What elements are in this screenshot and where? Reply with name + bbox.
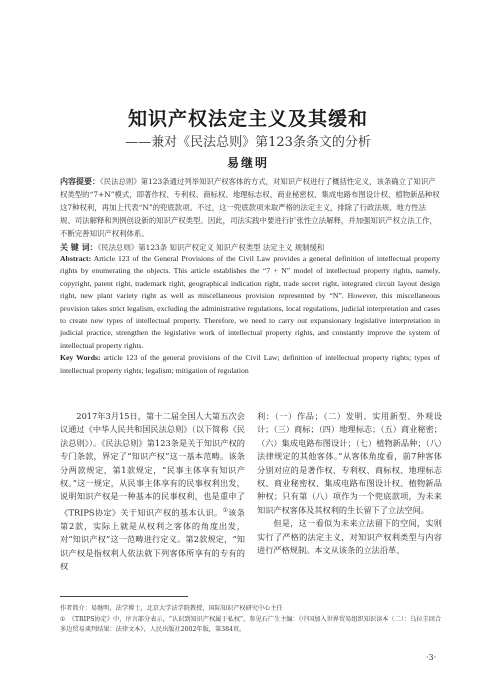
- footnote-marker: ①: [222, 506, 229, 514]
- footnote-1: ① 《TRIPS协定》中，序言部分表示，“认识到知识产权属于私权”。参见石广生主编：《中国加入世界贸易组织知识读本（二）：乌拉圭回合多边贸易谈判结果：法律文本》，人民出版社2002年版，第384页。: [60, 615, 442, 633]
- abstract-english: [60, 253, 440, 377]
- author-note: 作者简介：易继明，法学博士，北京大学法学院教授、国际知识产权研究中心主任: [60, 605, 283, 612]
- abstract-cn-paragraph: [60, 175, 440, 240]
- keywords-en-text: article 123 of the general provisions of the Civil Law; definition of intellectual property rights; types of intellectual property rights; legalism; mitigation of regulation: [60, 353, 441, 375]
- keywords-en: [60, 352, 440, 377]
- body-column-right: [257, 410, 442, 557]
- paper-title: 知识产权法定主义及其缓和: [127, 108, 368, 130]
- body-right-paragraph-1: 利：（一）作品；（二）发明、实用新型、外观设计；（三）商标；（四）地理标志；（五）商业秘密；（六）集成电路布图设计；（七）植物新品种；（八）法律规定的其他客体。”从客体角度看，前7种客体分别对应的是著作权、专利权、商标权、地理标志权、商业秘密权、集成电路布图设计权、植物新品种权；只有第（八）项作为一个兜底款项，为未来知识产权客体及其权利的生长留下了立法空间。: [257, 411, 442, 515]
- body-column-left: [60, 410, 245, 574]
- keywords-cn-text: 《民法总则》第123条 知识产权定义 知识产权类型 法定主义 规制缓和: [97, 243, 325, 252]
- paper-subtitle: ——兼对《民法总则》第123条条文的分析: [125, 135, 371, 150]
- footnote-divider: [60, 596, 188, 597]
- keywords-en-label: Key Words:: [60, 353, 101, 363]
- keywords-cn-label: 关 键 词：: [60, 242, 98, 252]
- footnotes: [60, 604, 445, 636]
- abstract-en-text: Article 123 of the General Provisions of the Civil Law provides a general definition of intellectual property rights by enumerating the objects. This article establishes the “7 + N” model of intellectual property rights, namely, copyright, patent right, trademark right, geographical indication right, trade secret right, integrated circuit layout design right, new plant variety right as well as miscellaneous provision represented by “N”. However, this miscellaneous provision takes strict legalism, excluding the administrative regulations, local regulations, judicial interpretation and cases to create new types of intellectual property. Therefore, we need to carry out expansionary legislative interpretation in judicial practice, strengthen the legislative work of intellectual property rights, and constantly improve the system of intellectual property rights.: [60, 254, 440, 350]
- abstract-cn-label: 内容提要：: [60, 176, 100, 186]
- page-number: ·3·: [426, 653, 437, 662]
- abstract-en-paragraph: [60, 253, 440, 352]
- body-left-tail: 该条第2款，实际上就是从权利之客体的角度出发，对“知识产权”这一范畴进行定义。第2款规定，“知识产权是指权利人依法就下列客体所享有的专有的权: [60, 507, 245, 572]
- body-right-paragraph-2: 但是，这一看似为未来立法留下的空间，实则实行了严格的法定主义，对知识产权利类型与内容进行严格规制。本文从该条的立法沿革、: [257, 518, 442, 556]
- body-left-text: 2017年3月15日，第十二届全国人大第五次会议通过《中华人民共和国民法总则》（以下简称《民法总则》）。《民法总则》第123条是关于知识产权的专门条款，界定了“知识产权”这一基本范畴。该条分两款规定，第1款规定，“民事主体享有知识产权。”这一规定，从民事主体享有的民事权利出发，说明知识产权是一种基本的民事权利，也是重申了《TRIPS协定》关于知识产权的基本认识。: [60, 411, 245, 518]
- author-name: 易继明: [226, 156, 269, 170]
- abstract-en-label: Abstract:: [60, 254, 92, 263]
- abstract-cn-text: 《民法总则》第123条通过列举知识产权客体的方式，对知识产权进行了概括性定义，该条确立了知识产权类型的“7+N”模式，即著作权、专利权、商标权、地理标志权、商业秘密权、集成电路布图设计权、植物新品种权这7种权利，再加上代表“N”的兜底款项。不过，这一兜底款项未取严格的法定主义，排除了行政法规、地方性法规、司法解释和判例创设新的知识产权类型。因此，司法实践中要进行扩张性立法解释，并加强知识产权立法工作，不断完善知识产权利体系。: [60, 177, 440, 238]
- abstract-chinese: [60, 175, 440, 254]
